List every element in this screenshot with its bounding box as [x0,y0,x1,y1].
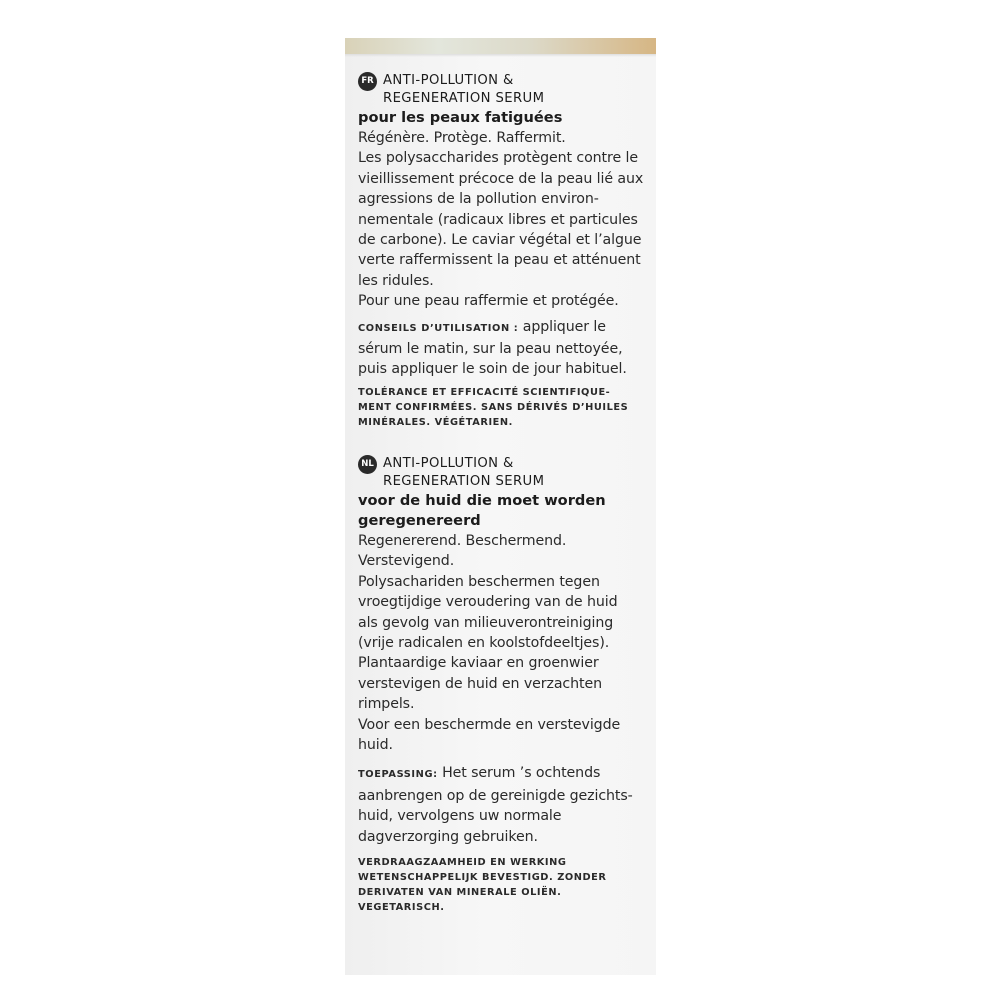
usage-nl-line: huid, vervolgens uw normale [358,808,562,825]
usage-nl-line: Het serum ’s ochtends [437,765,601,782]
body-fr-line: vieillissement précoce de la peau lié aux [358,170,644,187]
body-fr-line: agressions de la pollution environ- [358,191,599,208]
tolerance-nl-line: WETENSCHAPPELIJK BEVESTIGD. ZONDER [358,872,607,884]
body-nl-line: Polysachariden beschermen tegen [358,573,600,590]
usage-fr-line: puis appliquer le soin de jour habituel. [358,361,627,378]
tolerance-fr-line: MINÉRALES. VÉGÉTARIEN. [358,416,513,428]
usage-nl-line: dagverzorging gebruiken. [358,828,538,845]
body-nl-line: huid. [358,737,393,754]
tolerance-nl-line: VEGETARISCH. [358,902,445,914]
heading-fr [358,72,658,108]
usage-fr-line: appliquer le [518,318,606,335]
tolerance-nl-line: VERDRAAGZAAMHEID EN WERKING [358,857,567,869]
body-nl-line: rimpels. [358,696,415,713]
language-badge-fr: FR [358,72,377,91]
section-fr [358,72,658,430]
usage-nl [358,763,658,847]
body-fr-line: Régénère. Protège. Raffermit. [358,130,566,146]
package-top-edge [345,38,656,54]
body-fr-line: nementale (radicaux libres et particules [358,211,638,228]
body-fr-line: Les polysaccharides protègent contre le [358,150,638,167]
heading-fr-line-1: ANTI-POLLUTION & [383,73,514,88]
usage-nl-line: aanbrengen op de gereinigde gezichts- [358,787,633,804]
subtitle-nl-line-1: voor de huid die moet worden [358,492,606,509]
tolerance-nl [358,855,658,915]
language-badge-nl: NL [358,455,377,474]
heading-fr-line-2: REGENERATION SERUM [383,91,545,106]
tolerance-fr-line: TOLÉRANCE ET EFFICACITÉ SCIENTIFIQUE- [358,386,611,398]
heading-nl-line-2: REGENERATION SERUM [383,474,545,489]
body-fr-line: verte raffermissent la peau et atténuent [358,252,641,269]
section-nl [358,455,658,915]
subtitle-fr: pour les peaux fatiguées [358,109,563,126]
body-nl [358,531,658,755]
heading-nl-line-1: ANTI-POLLUTION & [383,456,514,471]
body-fr-line: de carbone). Le caviar végétal et l’algue [358,232,642,249]
body-nl-line: vroegtijdige veroudering van de huid [358,594,618,611]
usage-label-nl: TOEPASSING: [358,769,438,781]
body-nl-line: Plantaardige kaviaar en groenwier [358,655,599,672]
body-nl-line: (vrije radicalen en koolstofdeeltjes). [358,635,610,652]
body-fr-line: Pour une peau raffermie et protégée. [358,293,619,310]
heading-nl [358,455,658,491]
body-nl-line: Voor een beschermde en verstevigde [358,716,621,733]
tolerance-fr [358,385,658,430]
usage-fr [358,317,658,380]
usage-fr-line: sérum le matin, sur la peau nettoyée, [358,341,623,358]
tolerance-fr-line: MENT CONFIRMÉES. SANS DÉRIVÉS D’HUILES [358,401,629,413]
body-nl-line: als gevolg van milieuverontreiniging [358,614,614,631]
body-nl-line: verstevigen de huid en verzachten [358,675,603,692]
subtitle-nl-line-2: geregenereerd [358,512,481,529]
usage-label-fr: CONSEILS D’UTILISATION : [358,322,519,334]
package-top-shadow [345,54,656,57]
body-fr [358,128,658,312]
tolerance-nl-line: DERIVATEN VAN MINERALE OLIËN. [358,887,562,899]
body-nl-line: Regenererend. Beschermend. [358,533,567,549]
body-fr-line: les ridules. [358,272,434,289]
body-nl-line: Verstevigend. [358,553,455,570]
